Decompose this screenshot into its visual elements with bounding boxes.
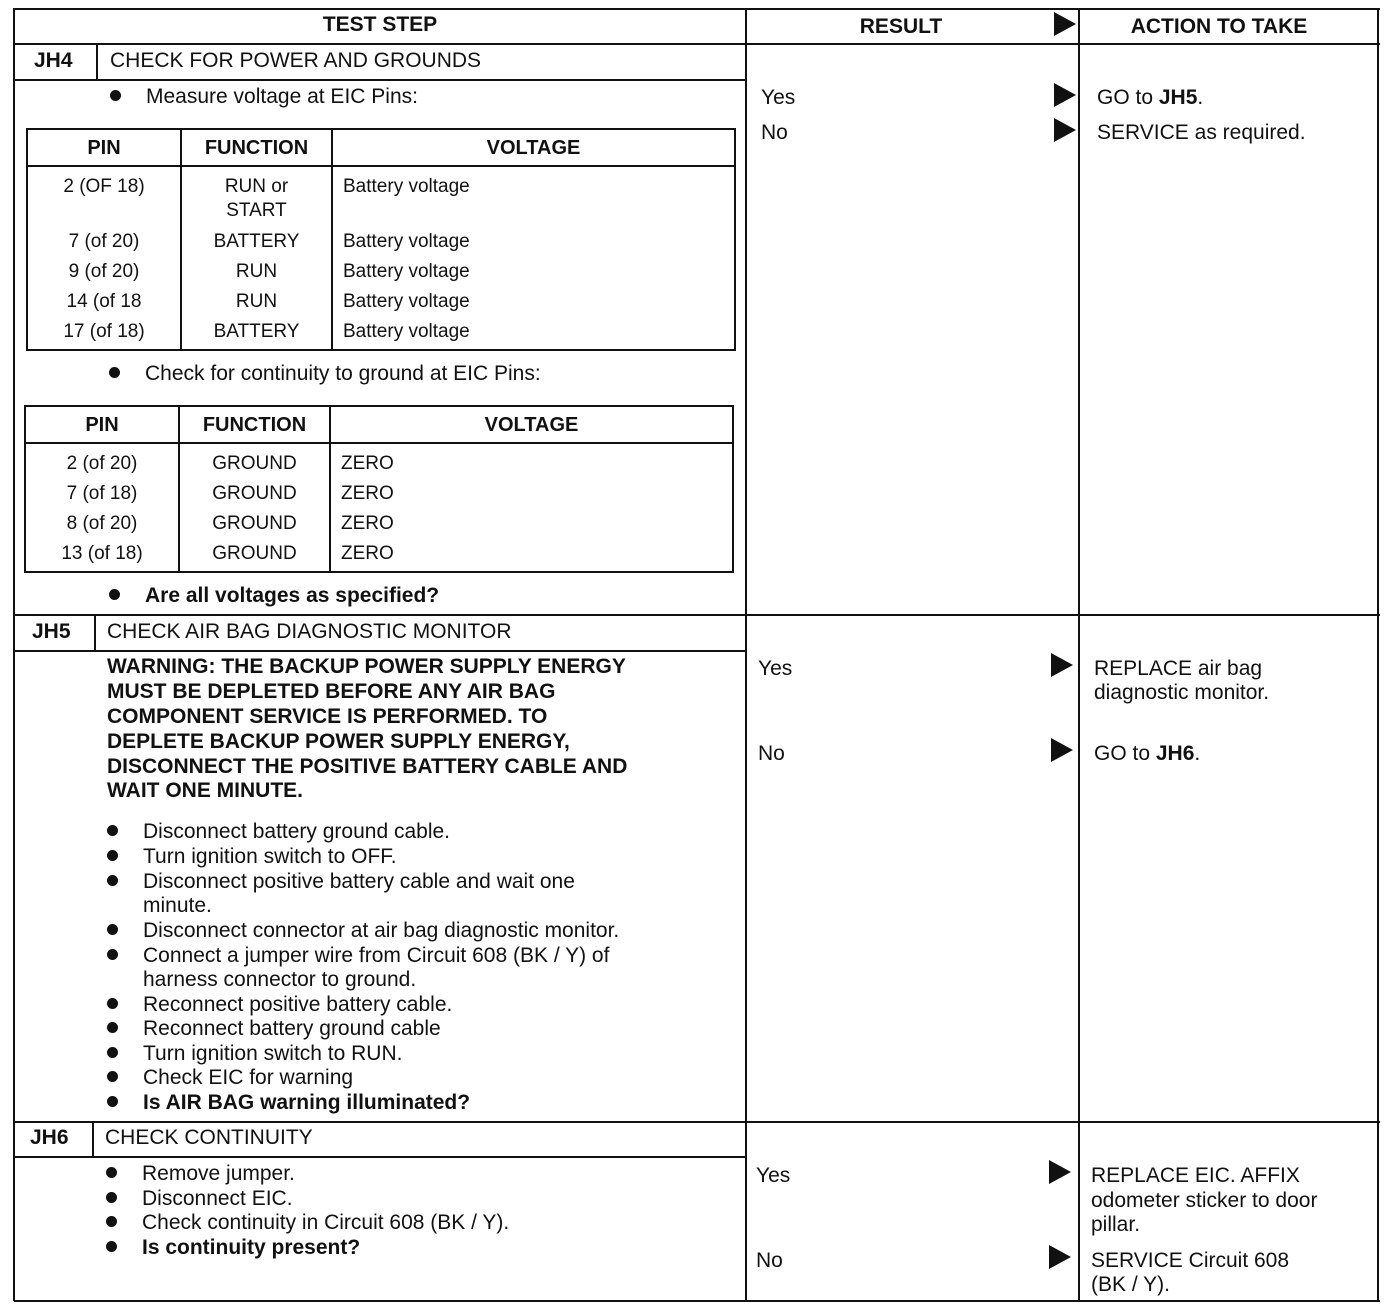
bullet-icon: [106, 1216, 117, 1227]
jh5-step-continuation: minute.: [143, 894, 212, 917]
arrow-right-icon: [1051, 738, 1073, 762]
jh6-action-yes-line: REPLACE EIC. AFFIX: [1091, 1164, 1300, 1187]
bullet-icon: [107, 1071, 118, 1082]
jh5-warning-line: DISCONNECT THE POSITIVE BATTERY CABLE AND: [107, 755, 628, 778]
jh6-action-yes-line: odometer sticker to door: [1091, 1189, 1318, 1212]
jh6-result-no: No: [756, 1249, 783, 1272]
arrow-right-icon: [1054, 118, 1076, 142]
table-cell-pin: 14 (of 18: [66, 291, 142, 312]
header-test-step: TEST STEP: [322, 13, 438, 36]
jh5-step: Reconnect battery ground cable: [143, 1017, 441, 1040]
table-cell-voltage: Battery voltage: [343, 291, 470, 312]
table-cell-voltage: ZERO: [341, 513, 394, 534]
table-cell-voltage: ZERO: [341, 453, 394, 474]
jh4-action-yes: GO to JH5.: [1097, 86, 1204, 109]
col-divider-test-result: [745, 8, 747, 1301]
jh6-step: Disconnect EIC.: [142, 1187, 293, 1210]
jh5-id-divider: [94, 614, 96, 651]
jh5-step: Turn ignition switch to OFF.: [143, 845, 397, 868]
arrow-right-icon: [1049, 1160, 1071, 1184]
jh4-bullet-continuity: Check for continuity to ground at EIC Pins:: [145, 362, 541, 385]
table-cell-pin: 2 (OF 18): [63, 176, 145, 197]
jh5-result-yes: Yes: [758, 657, 793, 680]
jh5-step-title: CHECK AIR BAG DIAGNOSTIC MONITOR: [107, 620, 512, 643]
header-result: RESULT: [859, 15, 943, 38]
jh5-title-underline: [14, 650, 746, 652]
jh4-result-no: No: [761, 121, 788, 144]
bottom-border: [14, 1300, 1380, 1302]
bullet-icon: [109, 589, 120, 600]
table-cell-voltage: Battery voltage: [343, 176, 470, 197]
ground-table-header-function: FUNCTION: [202, 414, 307, 436]
jh4-step-id: JH4: [34, 49, 73, 72]
bullet-icon: [107, 875, 118, 886]
arrow-right-icon: [1049, 1245, 1071, 1269]
voltage-table-header-line: [26, 165, 736, 167]
table-cell-function: GROUND: [212, 543, 297, 564]
table-cell-function: START: [226, 200, 287, 221]
bullet-icon: [110, 90, 121, 101]
table-cell-pin: 8 (of 20): [66, 513, 138, 534]
jh6-question: Is continuity present?: [142, 1236, 361, 1259]
jh5-result-no: No: [758, 742, 785, 765]
jh5-question: Is AIR BAG warning illuminated?: [143, 1091, 471, 1114]
ground-table-header-pin: PIN: [85, 414, 119, 436]
voltage-table-header-voltage: VOLTAGE: [486, 137, 581, 159]
jh5-step: Connect a jumper wire from Circuit 608 (BK / Y) of: [143, 944, 610, 967]
jh4-id-divider: [96, 43, 98, 80]
header-arrow-icon: [1054, 12, 1076, 36]
table-cell-pin: 17 (of 18): [63, 321, 145, 342]
jh5-action-yes-line: diagnostic monitor.: [1094, 681, 1270, 704]
arrow-right-icon: [1051, 653, 1073, 677]
table-cell-function: GROUND: [212, 513, 297, 534]
jh5-step: Reconnect positive battery cable.: [143, 993, 453, 1016]
jh5-warning-line: WAIT ONE MINUTE.: [107, 779, 303, 802]
jh6-action-no-line: SERVICE Circuit 608: [1091, 1249, 1290, 1272]
jh4-title-underline: [14, 79, 746, 81]
table-cell-pin: 2 (of 20): [66, 453, 138, 474]
jh6-step: Check continuity in Circuit 608 (BK / Y).: [142, 1211, 510, 1234]
jh4-bullet-measure: Measure voltage at EIC Pins:: [146, 85, 418, 108]
bullet-icon: [107, 1022, 118, 1033]
jh5-step: Turn ignition switch to RUN.: [143, 1042, 403, 1065]
jh5-step: Disconnect positive battery cable and wait one: [143, 870, 575, 893]
jh5-step: Check EIC for warning: [143, 1066, 354, 1089]
jh6-step: Remove jumper.: [142, 1162, 295, 1185]
bullet-icon: [107, 1047, 118, 1058]
jh6-action-no-line: (BK / Y).: [1091, 1273, 1170, 1296]
jh4-step-title: CHECK FOR POWER AND GROUNDS: [110, 49, 482, 72]
table-cell-function: RUN or: [224, 176, 289, 197]
voltage-table-header-pin: PIN: [87, 137, 121, 159]
jh5-step-continuation: harness connector to ground.: [143, 968, 417, 991]
bullet-icon: [107, 998, 118, 1009]
table-cell-function: BATTERY: [213, 321, 300, 342]
table-cell-voltage: Battery voltage: [343, 321, 470, 342]
table-cell-function: RUN: [235, 291, 278, 312]
col-divider-result-action: [1078, 8, 1080, 1301]
jh6-result-yes: Yes: [756, 1164, 791, 1187]
table-cell-function: GROUND: [212, 483, 297, 504]
table-cell-function: GROUND: [212, 453, 297, 474]
voltage-table-header-function: FUNCTION: [204, 137, 309, 159]
voltage-table-col-line: [331, 128, 333, 351]
jh5-action-no: GO to JH6.: [1094, 742, 1201, 765]
bullet-icon: [107, 949, 118, 960]
jh5-warning-line: COMPONENT SERVICE IS PERFORMED. TO: [107, 705, 548, 728]
jh5-warning-line: WARNING: THE BACKUP POWER SUPPLY ENERGY: [107, 655, 626, 678]
arrow-right-icon: [1054, 83, 1076, 107]
top-border: [14, 8, 1380, 10]
table-cell-voltage: Battery voltage: [343, 231, 470, 252]
ground-table-header-voltage: VOLTAGE: [484, 414, 579, 436]
left-border: [13, 8, 15, 1301]
jh5-warning-line: DEPLETE BACKUP POWER SUPPLY ENERGY,: [107, 730, 570, 753]
jh6-top-border: [14, 1121, 1380, 1123]
jh4-result-yes: Yes: [761, 86, 796, 109]
header-action: ACTION TO TAKE: [1130, 15, 1308, 38]
jh6-action-yes-line: pillar.: [1091, 1213, 1141, 1236]
jh5-step: Disconnect connector at air bag diagnostic monitor.: [143, 919, 620, 942]
table-cell-function: BATTERY: [213, 231, 300, 252]
jh5-action-yes-line: REPLACE air bag: [1094, 657, 1263, 680]
ground-table-header-line: [24, 442, 734, 444]
table-cell-voltage: ZERO: [341, 483, 394, 504]
jh6-id-divider: [92, 1121, 94, 1157]
jh5-step-id: JH5: [32, 620, 71, 643]
table-cell-pin: 7 (of 18): [66, 483, 138, 504]
bullet-icon: [107, 1096, 118, 1107]
bullet-icon: [107, 850, 118, 861]
jh6-title-underline: [14, 1156, 746, 1158]
jh4-action-no: SERVICE as required.: [1097, 121, 1306, 144]
bullet-icon: [107, 825, 118, 836]
bullet-icon: [106, 1167, 117, 1178]
jh6-step-id: JH6: [30, 1126, 69, 1149]
table-cell-pin: 7 (of 20): [68, 231, 140, 252]
jh5-warning-line: MUST BE DEPLETED BEFORE ANY AIR BAG: [107, 680, 556, 703]
table-cell-pin: 9 (of 20): [68, 261, 140, 282]
table-cell-function: RUN: [235, 261, 278, 282]
table-cell-pin: 13 (of 18): [61, 543, 143, 564]
bullet-icon: [106, 1241, 117, 1252]
table-cell-voltage: Battery voltage: [343, 261, 470, 282]
jh6-step-title: CHECK CONTINUITY: [105, 1126, 313, 1149]
bullet-icon: [109, 367, 120, 378]
table-cell-voltage: ZERO: [341, 543, 394, 564]
jh4-question: Are all voltages as specified?: [145, 584, 440, 607]
jh5-step: Disconnect battery ground cable.: [143, 820, 451, 843]
header-bottom-border: [14, 43, 1380, 45]
jh5-top-border: [14, 614, 1380, 616]
right-border: [1377, 8, 1379, 1301]
bullet-icon: [106, 1192, 117, 1203]
bullet-icon: [107, 924, 118, 935]
